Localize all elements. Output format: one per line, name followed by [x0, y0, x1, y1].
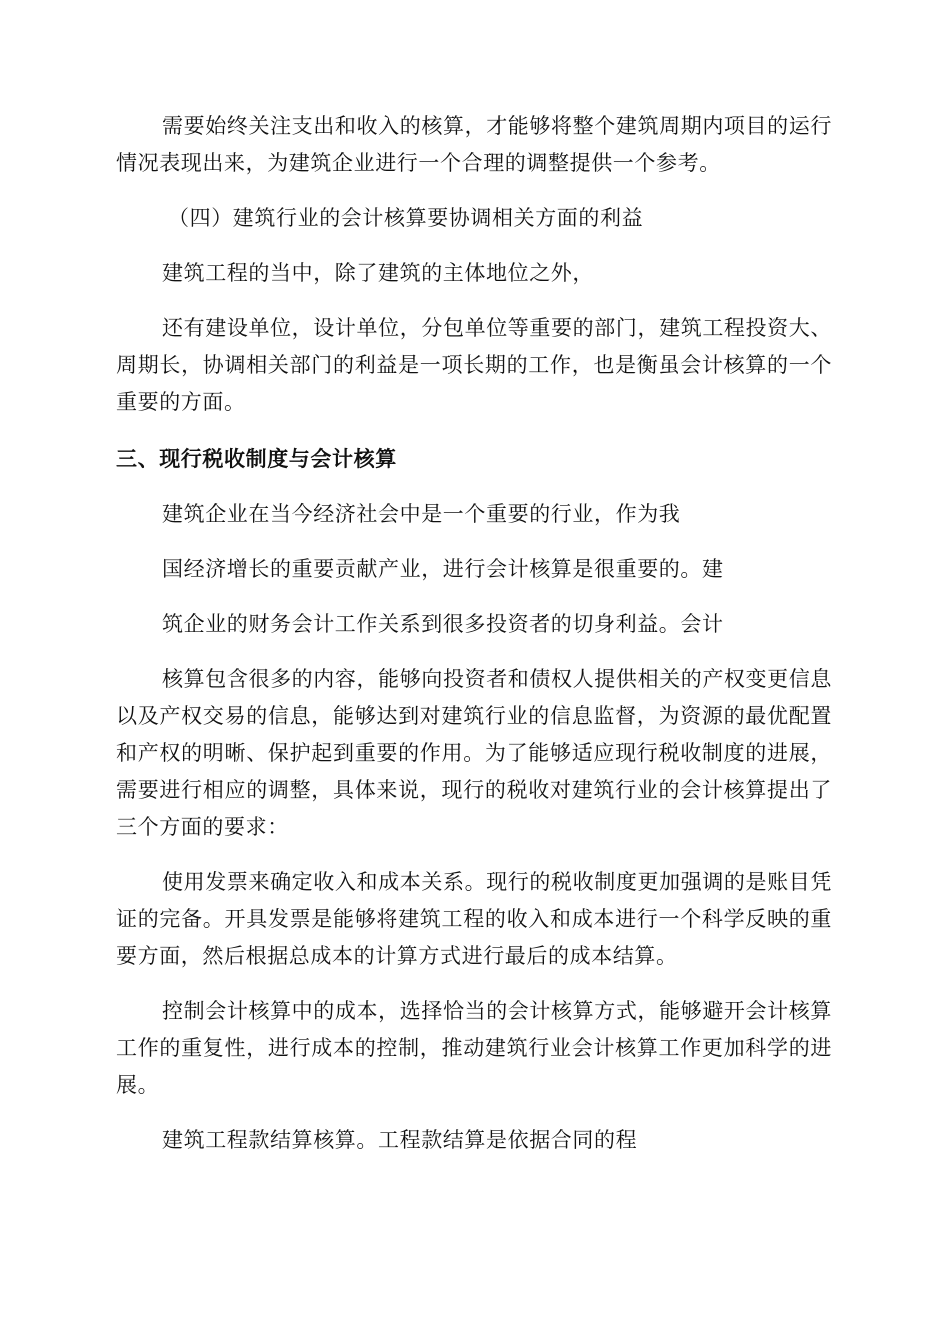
paragraph-industry-line-1: 建筑企业在当今经济社会中是一个重要的行业，作为我: [162, 502, 681, 526]
paragraph-industry-line-3: 筑企业的财务会计工作关系到很多投资者的切身利益。会计: [162, 612, 724, 636]
paragraph-construction-main: 建筑工程的当中，除了建筑的主体地位之外，: [162, 261, 594, 285]
paragraph-industry-line-2: 国经济增长的重要贡献产业，进行会计核算是很重要的。建: [162, 557, 724, 581]
paragraph-cost-control: 控制会计核算中的成本，选择恰当的会计核算方式，能够避开会计核算工作的重复性，进行成本的控制，推动建筑行业会计核算工作更加科学的进展。: [116, 999, 832, 1097]
paragraph-accounting-content: 核算包含很多的内容，能够向投资者和债权人提供相关的产权变更信息以及产权交易的信息，能够达到对建筑行业的信息监督，为资源的最优配置和产权的明晰、保护起到重要的作用。为了能够适应现行税收制度的进展，需要进行相应的调整，具体来说，现行的税收对建筑行业的会计核算提出了三个方面的要求：: [116, 667, 832, 839]
subheading-coordinate-interests: （四）建筑行业的会计核算要协调相关方面的利益: [168, 206, 644, 230]
document-page: [116, 108, 832, 1159]
paragraph-related-units: 还有建设单位，设计单位，分包单位等重要的部门，建筑工程投资大、周期长，协调相关部门的利益是一项长期的工作，也是衡虽会计核算的一个重要的方面。: [116, 316, 832, 414]
paragraph-invoice: 使用发票来确定收入和成本关系。现行的税收制度更加强调的是账目凭证的完备。开具发票是能够将建筑工程的收入和成本进行一个科学反映的重要方面，然后根据总成本的计算方式进行最后的成本结算。: [116, 870, 832, 968]
section-heading-tax-system: 三、现行税收制度与会计核算: [116, 447, 397, 471]
paragraph-accounting-cycle: 需要始终关注支出和收入的核算，才能够将整个建筑周期内项目的运行情况表现出来，为建筑企业进行一个合理的调整提供一个参考。: [116, 114, 832, 175]
paragraph-settlement: 建筑工程款结算核算。工程款结算是依据合同的程: [162, 1128, 638, 1152]
